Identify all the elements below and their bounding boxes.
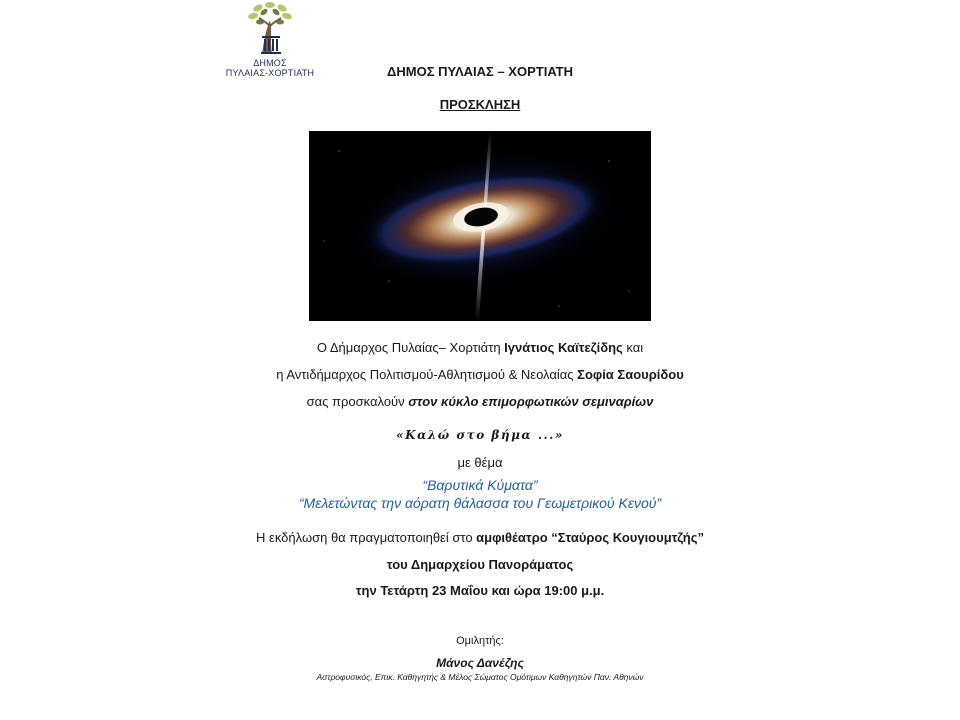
speaker-name: Μάνος Δανέζης [436,656,524,670]
topic-title: “Βαρυτικά Κύματα” [422,477,538,493]
topic-subtitle: “Μελετώντας την αόρατη θάλασσα του Γεωμετρικού Κενού” [298,495,662,511]
invitation-line-2 [0,367,960,382]
venue-line [0,530,960,545]
deputy-mayor-name: Σοφία Σαουρίδου [577,367,684,382]
logo-caption-line1: ΔΗΜΟΣ [253,58,287,68]
speaker-label: Ομιλητής: [456,635,504,647]
seminar-cycle: στον κύκλο επιμορφωτικών σεμιναρίων [408,394,654,409]
mayor-name: Ιγνάτιος Καϊτεζίδης [504,340,623,355]
black-hole-image [309,131,651,321]
speaker-title: Αστροφυσικός, Επικ. Καθηγητής & Μέλος Σώματος Ομότιμων Καθηγητών Παν. Αθηνών [316,672,644,682]
municipality-heading: ΔΗΜΟΣ ΠΥΛΑΙΑΣ – ΧΟΡΤΙΑΤΗ [387,64,573,79]
deputy-mayor-prefix: η Αντιδήμαρχος Πολιτισμού-Αθλητισμού & Νεολαίας [276,367,578,382]
series-title: «Καλώ στο βήμα ...» [396,428,564,442]
mayor-suffix: και [622,340,644,355]
venue-building: του Δημαρχείου Πανοράματος [386,557,574,572]
invitation-line-3 [0,394,960,409]
invitation-line-1 [0,340,960,355]
logo-caption-line2: ΠΥΛΑΙΑΣ-ΧΟΡΤΙΑΤΗ [225,68,315,78]
venue-prefix: Η εκδήλωση θα πραγματοποιηθεί στο [256,530,477,545]
invitation-title: ΠΡΟΣΚΛΗΣΗ [439,97,521,112]
theme-label: με θέμα [457,455,503,470]
event-datetime: την Τετάρτη 23 Μαΐου και ώρα 19:00 μ.μ. [355,583,605,598]
venue-name: αμφιθέατρο “Σταύρος Κουγιουμτζής” [476,530,704,545]
mayor-prefix: Ο Δήμαρχος Πυλαίας– Χορτιάτη [316,340,505,355]
invite-prefix: σας προσκαλούν [306,394,409,409]
